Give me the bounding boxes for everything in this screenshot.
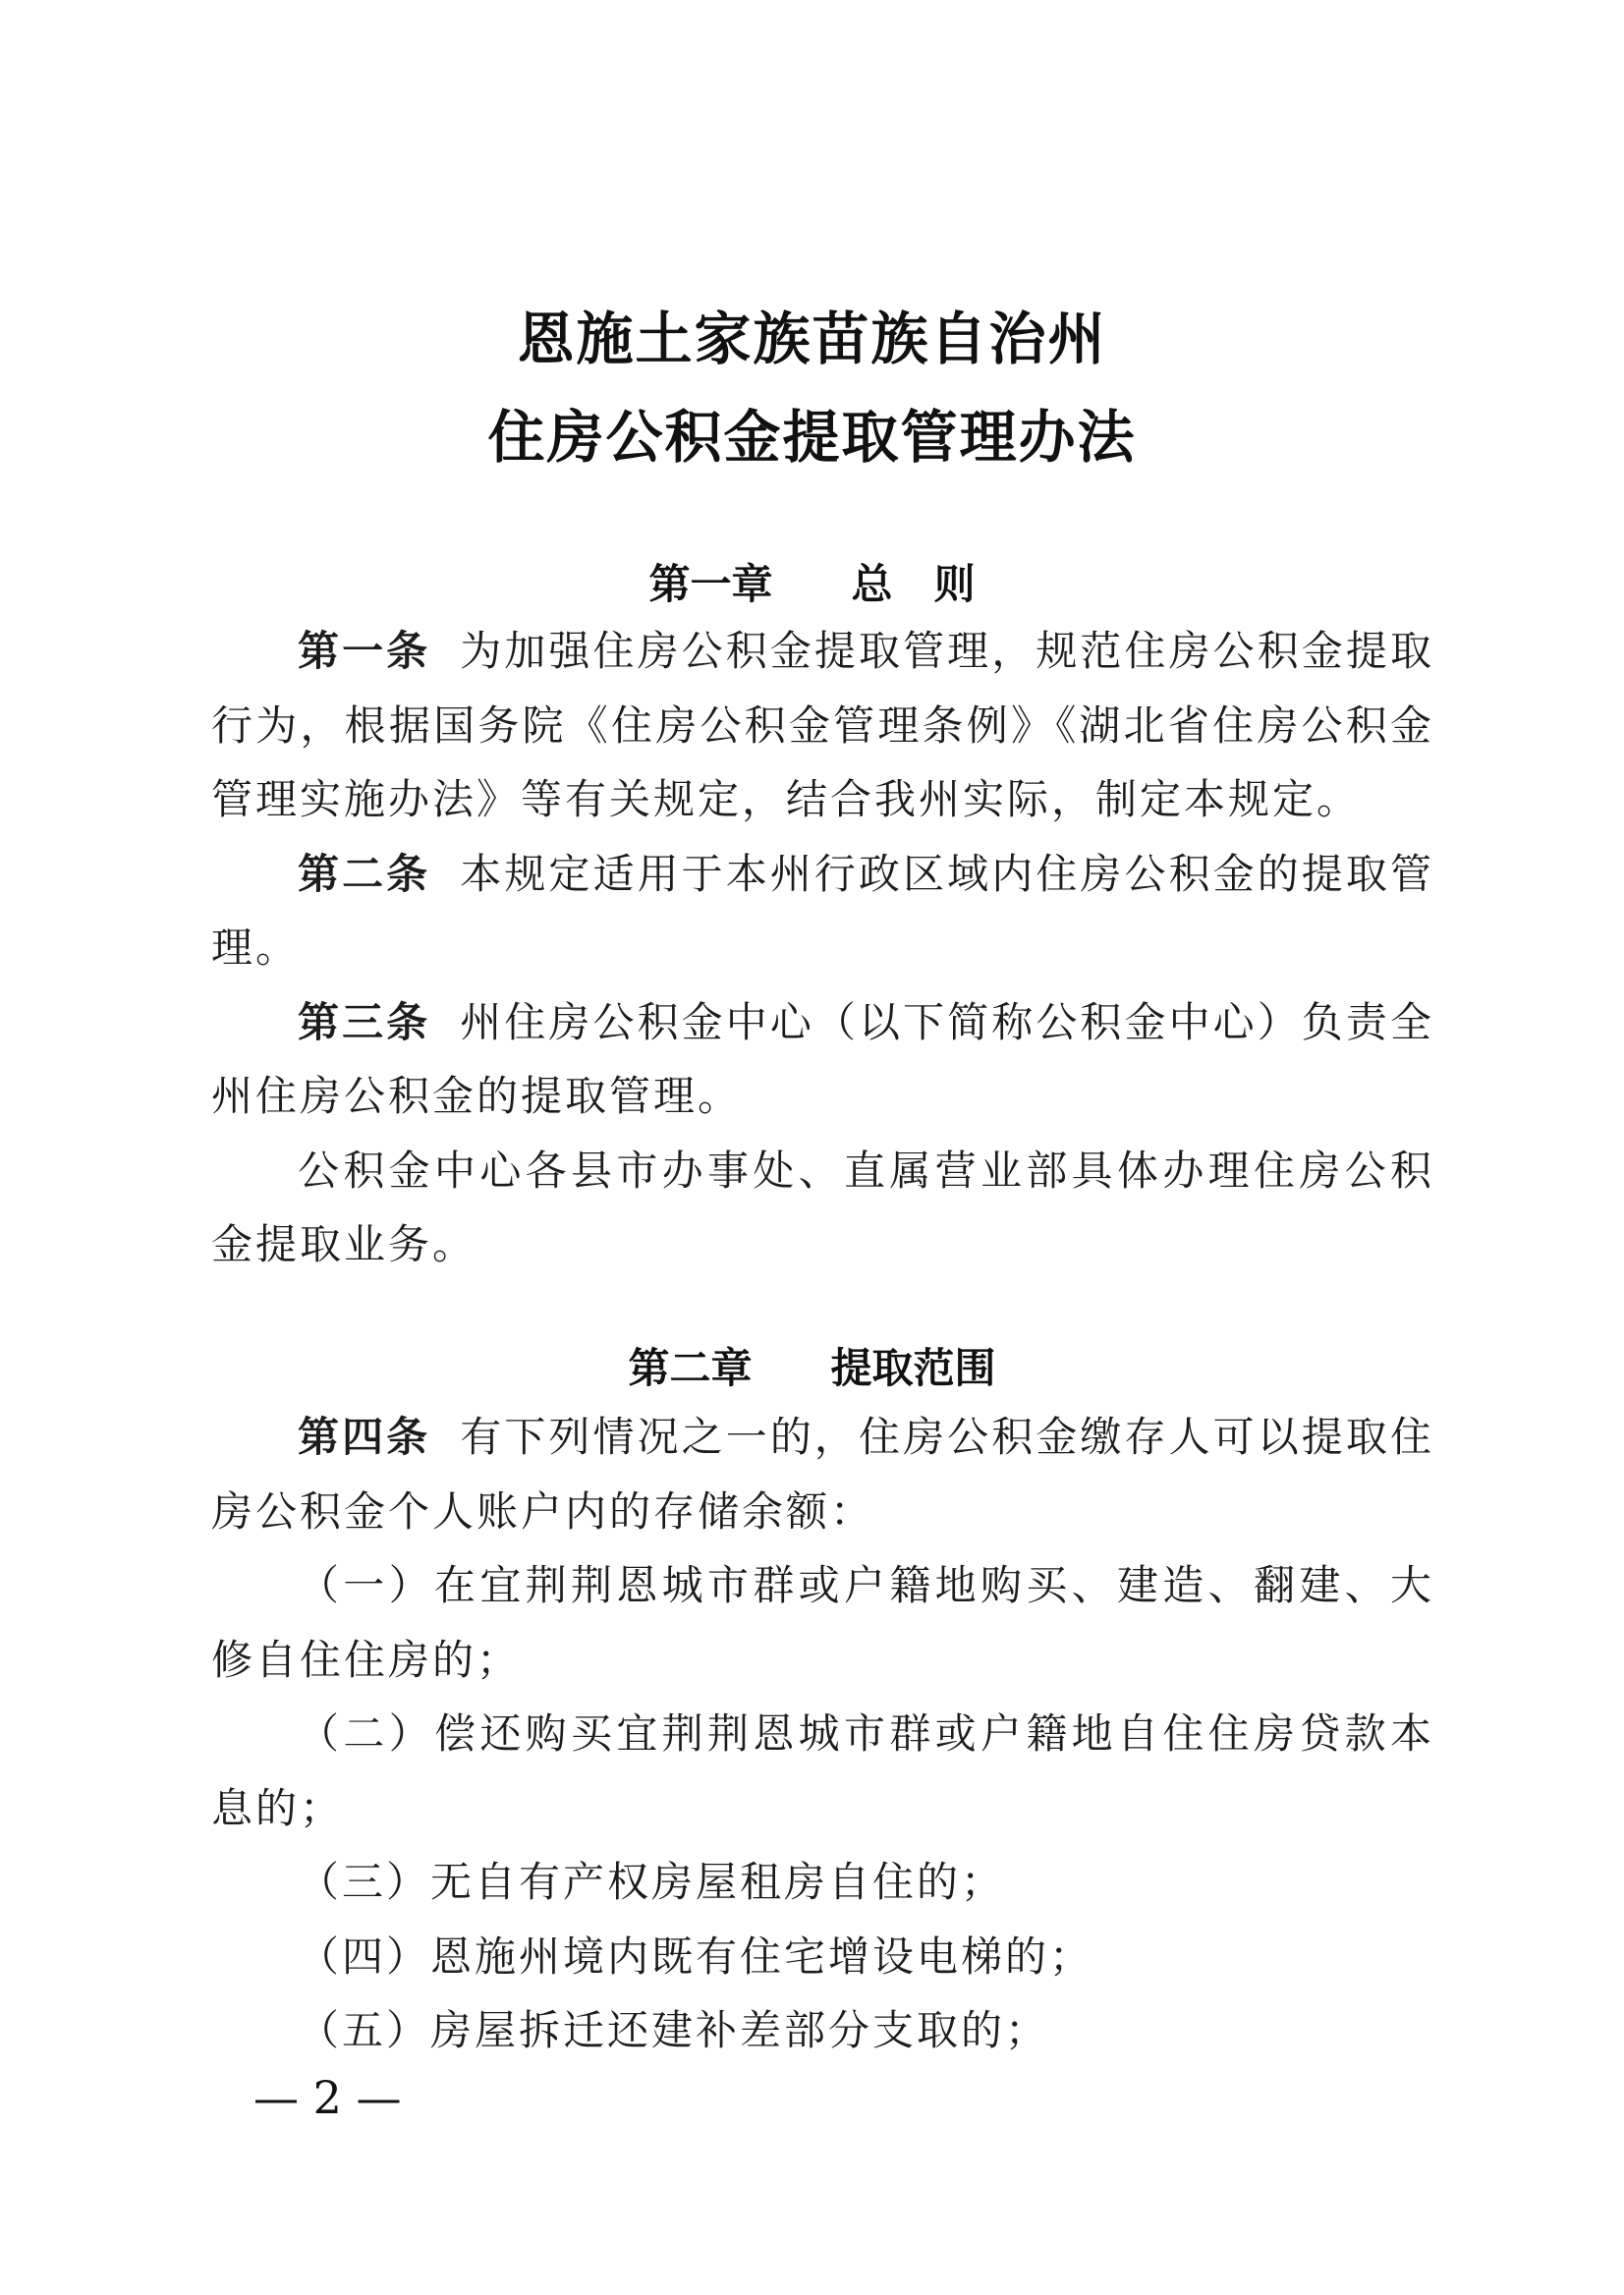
list-item: （四）恩施州境内既有住宅增设电梯的； xyxy=(298,1931,1094,1981)
chapter-1-number: 第一章 xyxy=(648,560,773,608)
article-2-text: 本规定适用于本州行政区域内住房公积金的提取管理。 xyxy=(211,849,1434,972)
article-3 xyxy=(211,985,1434,1134)
list-item: （二）偿还购买宜荆荆恩城市群或户籍地自住住房贷款本息的； xyxy=(211,1709,1434,1832)
chapter-2-number: 第二章 xyxy=(628,1344,753,1392)
list-item: （五）房屋拆迁还建补差部分支取的； xyxy=(298,2006,1050,2054)
article-4-text: 有下列情况之一的，住房公积金缴存人可以提取住房公积金个人账户内的存储余额： xyxy=(211,1413,1434,1536)
list-item: （三）无自有产权房屋租房自住的； xyxy=(298,1858,1006,1906)
article-3-label: 第三条 xyxy=(298,997,431,1046)
article-4-label: 第四条 xyxy=(298,1413,431,1461)
title-line-2: 住房公积金提取管理办法 xyxy=(487,404,1137,471)
chapter-2-heading xyxy=(0,1336,1624,1395)
title-line-1: 恩施土家族苗族自治州 xyxy=(517,306,1107,372)
article-2 xyxy=(211,837,1434,985)
chapter-1-body xyxy=(211,614,1434,1282)
article-4 xyxy=(211,1400,1434,1548)
chapter-2-name: 提取范围 xyxy=(830,1344,996,1392)
article-1-text: 为加强住房公积金提取管理，规范住房公积金提取行为，根据国务院《住房公积金管理条例》《湖北省住房公积金管理实施办法》等有关规定，结合我州实际，制定本规定。 xyxy=(211,627,1434,823)
chapter-1-heading xyxy=(0,552,1624,611)
article-1-label: 第一条 xyxy=(298,627,431,675)
page-number: — 2 — xyxy=(253,2071,402,2124)
list-item: （一）在宜荆荆恩城市群或户籍地购买、建造、翻建、大修自住住房的； xyxy=(211,1561,1434,1684)
article-2-label: 第二条 xyxy=(298,849,431,898)
article-3-text: 州住房公积金中心（以下简称公积金中心）负责全州住房公积金的提取管理。 xyxy=(211,997,1434,1120)
chapter-2-body xyxy=(211,1400,1434,2068)
article-3-paragraph: 公积金中心各县市办事处、直属营业部具体办理住房公积金提取业务。 xyxy=(211,1146,1434,1268)
chapter-1-name: 总 则 xyxy=(851,560,976,608)
article-1 xyxy=(211,614,1434,837)
